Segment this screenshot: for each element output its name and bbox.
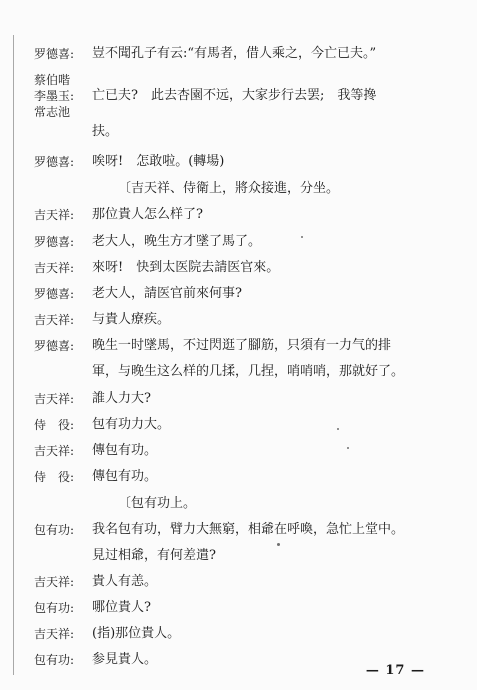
ink-speck: [337, 428, 339, 430]
speaker-label: 吉天祥:: [34, 261, 75, 275]
dialogue-line: 包有功力大。: [92, 417, 171, 432]
left-margin-rule: [13, 35, 14, 675]
dialogue-line: 貴人有恙。: [92, 574, 158, 589]
page-number: — 17 —: [365, 663, 425, 678]
dialogue-line: 那位貴人怎么样了?: [92, 207, 203, 222]
dialogue-line: 傳包有功。: [92, 443, 158, 458]
dialogue-line: 老大人，晚生方才墜了馬了。: [92, 234, 262, 249]
speaker-label: 吉天祥:: [34, 392, 75, 406]
speaker-label: 吉天祥:: [34, 575, 75, 589]
ink-speck: [301, 236, 303, 238]
speaker-label: 侍 役:: [34, 470, 75, 484]
speaker-label: 吉天祥:: [34, 627, 75, 641]
speaker-label: 常志池: [34, 105, 71, 119]
speaker-label: 包有功:: [34, 601, 75, 615]
speaker-label: 罗德喜:: [34, 47, 75, 61]
dialogue-line: 哪位貴人?: [92, 600, 151, 615]
speaker-label: 吉天祥:: [34, 208, 75, 222]
dialogue-line: 参見貴人。: [92, 652, 158, 667]
speaker-label: 吉天祥:: [34, 313, 75, 327]
speaker-label: 侍 役:: [34, 418, 75, 432]
dialogue-line: 誰人力大?: [92, 391, 151, 406]
stage-direction: 〔包有功上。: [118, 496, 197, 511]
speaker-label: 包有功:: [34, 653, 75, 667]
speaker-label: 蔡伯喈: [34, 73, 71, 87]
dialogue-line: 軍，与晚生这么样的几揉，几捏，哨哨哨，那就好了。: [92, 364, 405, 379]
dialogue-line: 老大人，請医官前來何事?: [92, 286, 242, 301]
speaker-label: 罗德喜:: [34, 155, 75, 169]
speaker-label: 李墨玉:: [34, 89, 75, 103]
speaker-label: 吉天祥:: [34, 444, 75, 458]
stage-direction: 〔吉天祥、侍衛上，將众接進，分坐。: [118, 181, 340, 196]
dialogue-line: 唉呀! 怎敢啦。(轉場): [92, 154, 225, 169]
speaker-label: 罗德喜:: [34, 235, 75, 249]
speaker-label: 罗德喜:: [34, 339, 75, 353]
dialogue-line: 与貴人療疾。: [92, 312, 171, 327]
speaker-label: 罗德喜:: [34, 287, 75, 301]
dialogue-line: 豈不聞孔子有云:“有馬者，借人乘之，今亡已夫。”: [92, 46, 377, 61]
dialogue-line: 來呀! 快到太医院去請医官來。: [92, 260, 280, 275]
dialogue-line: 傳包有功。: [92, 469, 158, 484]
speaker-label: 包有功:: [34, 523, 75, 537]
dialogue-line: 見过相爺，有何差遣?: [92, 548, 216, 563]
dialogue-line: (指)那位貴人。: [92, 626, 181, 641]
dialogue-line: 我名包有功，臂力大無窮，相爺在呼喚，急忙上堂中。: [92, 522, 405, 537]
ink-speck: [277, 543, 280, 546]
dialogue-line: 晚生一时墜馬，不过閃逛了腳筋，只須有一力气的排: [92, 338, 392, 353]
dialogue-line: 亡已夫? 此去杏園不远，大家步行去罢; 我等搀: [92, 88, 377, 103]
dialogue-line: 扶。: [92, 124, 119, 139]
ink-speck: [347, 447, 349, 449]
